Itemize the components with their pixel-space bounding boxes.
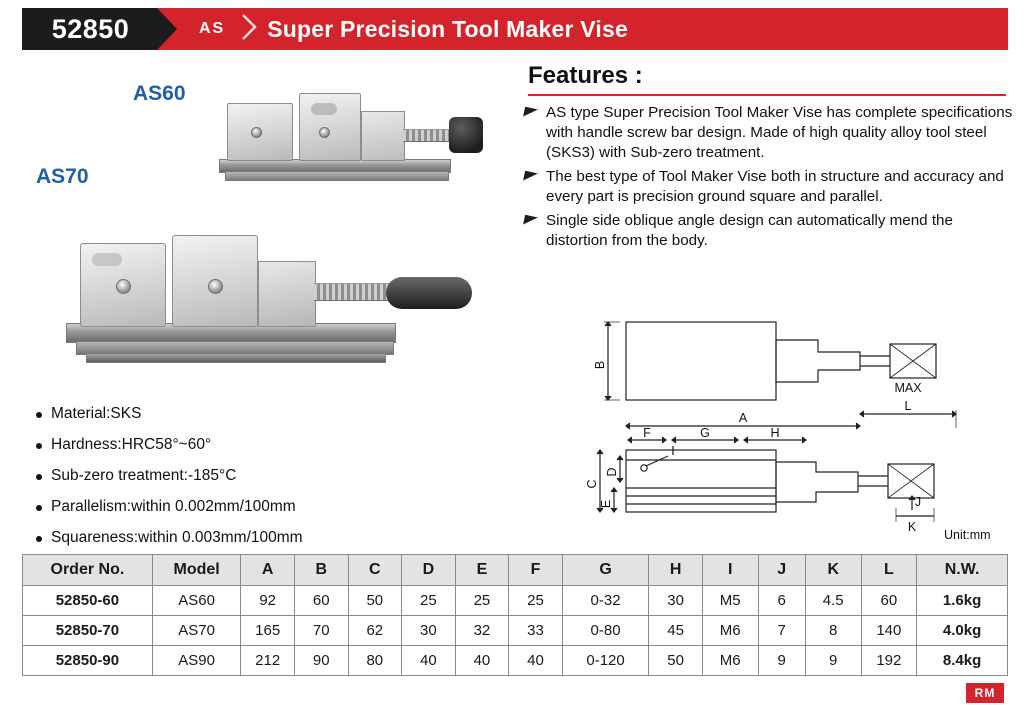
cell-j: 9 bbox=[758, 646, 805, 676]
spec-text: Squareness:within 0.003mm/100mm bbox=[51, 529, 303, 546]
spec-item bbox=[36, 467, 466, 485]
page-header bbox=[22, 8, 1008, 50]
cell-h: 45 bbox=[649, 616, 703, 646]
feature-text: AS type Super Precision Tool Maker Vise has complete specifications with handle screw bar design. Made of high quality alloy tool steel (SKS3) with Sub-zero treatment. bbox=[546, 104, 1013, 162]
spec-text: Material:SKS bbox=[51, 405, 142, 422]
col-c: C bbox=[348, 555, 402, 586]
specification-list bbox=[36, 405, 466, 560]
cell-order-no: 52850-90 bbox=[23, 646, 153, 676]
cell-k: 8 bbox=[805, 616, 861, 646]
feature-item bbox=[524, 167, 1014, 207]
spec-text: Hardness:HRC58°~60° bbox=[51, 436, 212, 453]
brand-mark: RM bbox=[966, 683, 1004, 703]
col-nw: N.W. bbox=[917, 555, 1008, 586]
arrow-bullet-icon bbox=[523, 215, 538, 227]
feature-text: The best type of Tool Maker Vise both in structure and accuracy and every part is precision ground square and parallel. bbox=[546, 168, 1004, 206]
dim-label-a: A bbox=[738, 411, 748, 425]
spec-text: Sub-zero treatment:-185°C bbox=[51, 467, 237, 484]
table-row bbox=[23, 616, 1008, 646]
bullet-dot-icon bbox=[36, 443, 42, 449]
cell-model: AS60 bbox=[152, 586, 241, 616]
cell-l: 140 bbox=[861, 616, 917, 646]
spec-text: Parallelism:within 0.002mm/100mm bbox=[51, 498, 296, 515]
col-a: A bbox=[241, 555, 295, 586]
dim-label-e: E bbox=[599, 499, 613, 509]
arrow-bullet-icon bbox=[523, 171, 538, 183]
feature-item bbox=[524, 103, 1014, 163]
cell-f: 25 bbox=[509, 586, 563, 616]
product-photo-as60 bbox=[215, 85, 485, 195]
col-j: J bbox=[758, 555, 805, 586]
spec-item bbox=[36, 405, 466, 423]
cell-e: 25 bbox=[455, 586, 509, 616]
cell-nw: 1.6kg bbox=[917, 586, 1008, 616]
col-h: H bbox=[649, 555, 703, 586]
cell-k: 9 bbox=[805, 646, 861, 676]
product-code-badge bbox=[22, 8, 157, 50]
feature-text: Single side oblique angle design can automatically mend the distortion from the body. bbox=[546, 212, 953, 250]
cell-c: 50 bbox=[348, 586, 402, 616]
table-row bbox=[23, 646, 1008, 676]
product-label-as70: AS70 bbox=[36, 165, 89, 188]
cell-order-no: 52850-60 bbox=[23, 586, 153, 616]
cell-e: 32 bbox=[455, 616, 509, 646]
cell-b: 60 bbox=[294, 586, 348, 616]
dim-label-k: K bbox=[907, 520, 917, 534]
spec-item bbox=[36, 498, 466, 516]
product-code: 52850 bbox=[51, 13, 130, 44]
spec-item bbox=[36, 436, 466, 454]
cell-h: 30 bbox=[649, 586, 703, 616]
series-label: AS bbox=[199, 20, 226, 37]
table-row bbox=[23, 586, 1008, 616]
dim-label-l: L bbox=[904, 399, 912, 413]
cell-a: 92 bbox=[241, 586, 295, 616]
col-f: F bbox=[509, 555, 563, 586]
cell-d: 25 bbox=[402, 586, 456, 616]
spec-table bbox=[22, 554, 1008, 676]
dim-label-f: F bbox=[643, 426, 651, 440]
cell-model: AS70 bbox=[152, 616, 241, 646]
cell-nw: 8.4kg bbox=[917, 646, 1008, 676]
cell-l: 60 bbox=[861, 586, 917, 616]
cell-b: 90 bbox=[294, 646, 348, 676]
product-photo-as70 bbox=[60, 215, 480, 375]
features-list bbox=[524, 103, 1014, 255]
dim-label-g: G bbox=[700, 426, 710, 440]
col-i: I bbox=[702, 555, 758, 586]
spec-item bbox=[36, 529, 466, 547]
cell-order-no: 52850-70 bbox=[23, 616, 153, 646]
bullet-dot-icon bbox=[36, 505, 42, 511]
bullet-dot-icon bbox=[36, 412, 42, 418]
spec-table-wrapper bbox=[22, 554, 1008, 676]
features-heading: Features : bbox=[528, 62, 643, 89]
col-k: K bbox=[805, 555, 861, 586]
cell-b: 70 bbox=[294, 616, 348, 646]
cell-c: 62 bbox=[348, 616, 402, 646]
col-d: D bbox=[402, 555, 456, 586]
cell-g: 0-120 bbox=[562, 646, 649, 676]
cell-g: 0-80 bbox=[562, 616, 649, 646]
dim-label-max: MAX bbox=[894, 381, 922, 395]
cell-e: 40 bbox=[455, 646, 509, 676]
cell-d: 30 bbox=[402, 616, 456, 646]
col-e: E bbox=[455, 555, 509, 586]
cell-f: 40 bbox=[509, 646, 563, 676]
cell-model: AS90 bbox=[152, 646, 241, 676]
dim-label-d: D bbox=[605, 467, 619, 477]
technical-drawing bbox=[560, 310, 1020, 550]
bullet-dot-icon bbox=[36, 474, 42, 480]
cell-nw: 4.0kg bbox=[917, 616, 1008, 646]
arrow-bullet-icon bbox=[523, 107, 538, 119]
col-b: B bbox=[294, 555, 348, 586]
cell-j: 7 bbox=[758, 616, 805, 646]
dim-label-i: I bbox=[671, 444, 675, 458]
col-g: G bbox=[562, 555, 649, 586]
cell-d: 40 bbox=[402, 646, 456, 676]
dim-label-j: J bbox=[914, 495, 922, 509]
page-title: Super Precision Tool Maker Vise bbox=[267, 15, 628, 42]
cell-i: M5 bbox=[702, 586, 758, 616]
col-order-no: Order No. bbox=[23, 555, 153, 586]
dim-label-h: H bbox=[770, 426, 780, 440]
chevron-right-icon bbox=[241, 14, 257, 45]
cell-j: 6 bbox=[758, 586, 805, 616]
table-header-row bbox=[23, 555, 1008, 586]
product-label-as60: AS60 bbox=[133, 82, 186, 105]
cell-g: 0-32 bbox=[562, 586, 649, 616]
dim-label-c: C bbox=[585, 479, 599, 489]
col-model: Model bbox=[152, 555, 241, 586]
cell-f: 33 bbox=[509, 616, 563, 646]
cell-i: M6 bbox=[702, 646, 758, 676]
col-l: L bbox=[861, 555, 917, 586]
unit-note: Unit:mm bbox=[944, 528, 991, 542]
cell-l: 192 bbox=[861, 646, 917, 676]
feature-item bbox=[524, 211, 1014, 251]
cell-i: M6 bbox=[702, 616, 758, 646]
cell-a: 165 bbox=[241, 616, 295, 646]
cell-c: 80 bbox=[348, 646, 402, 676]
dim-label-b: B bbox=[593, 360, 607, 370]
cell-a: 212 bbox=[241, 646, 295, 676]
features-divider bbox=[528, 94, 1006, 96]
cell-k: 4.5 bbox=[805, 586, 861, 616]
code-arrow-shape bbox=[157, 8, 177, 50]
cell-h: 50 bbox=[649, 646, 703, 676]
bullet-dot-icon bbox=[36, 536, 42, 542]
